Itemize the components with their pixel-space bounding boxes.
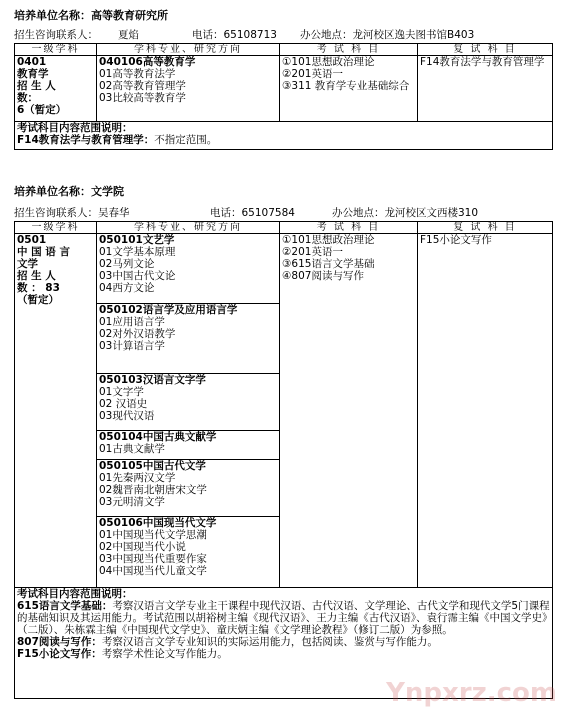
s2-discipline-name-1: 中 国 语 言 [17,246,70,258]
s1-unit-label: 培养单位名称： [14,9,91,22]
s2-note [17,648,550,660]
s2-exam-cell [280,234,418,588]
s1-discipline-cell [15,56,97,122]
s2-discipline-name-2: 文学 [17,258,38,270]
s1-office-line [300,27,474,42]
s1-header-discipline: 一级学科 [15,44,97,56]
s2-group-title: 050104中国古典文献学 [99,431,217,443]
s2-notes-title: 考试科目内容范围说明： [17,588,133,600]
s1-major-item: 01高等教育法学 [99,68,176,80]
s2-office-label: 办公地点： [332,207,385,219]
s1-exam-item: ③311 教育学专业基础综合 [282,80,410,92]
s1-retest-cell [418,56,553,122]
s2-header-retest: 复 试 科 目 [418,222,553,234]
s2-major-groups [97,234,279,587]
s2-group-item: 01应用语言学 [99,316,165,328]
s1-contact-line [14,27,168,42]
s2-note-value: 考察汉语言文学专业主干课程中现代汉语、古代汉语、文学理论、古代文学和现代文学5门课程的基础知识及其运用能力。考试范围以胡裕树主编《现代汉语》、王力主编《古代汉语》、袁行霈主编《中国文学史》（二版）、朱栋霖主编《中国现代文学史》、童庆炳主编《文学理论教程》（修订二版）为参照。 [17,600,550,636]
s2-phone-label: 电话： [210,207,242,219]
s2-group-item: 03现代汉语 [99,410,155,422]
s1-header-exam: 考 试 科 目 [280,44,418,56]
watermark: Ynpxrz.com [386,678,557,708]
s1-table [14,43,553,150]
s1-retest-item: F14教育法学与教育管理学 [420,56,545,68]
s1-exam-item: ①101思想政治理论 [282,56,375,68]
s2-group-title: 050106中国现当代文学 [99,517,217,529]
s2-group-item: 03中国现当代重要作家 [99,553,207,565]
s1-exam-item: ②201英语一 [282,68,343,80]
s2-header-major: 学科专业、研究方向 [97,222,280,234]
s2-unit-name: 文学院 [91,185,124,198]
s2-major-group [97,234,279,304]
s2-group-item: 04西方文论 [99,282,155,294]
s2-group-item: 04中国现当代儿童文学 [99,565,207,577]
s2-group-title: 050103汉语言文字学 [99,374,206,386]
s1-quota-label-2: 数： [17,92,38,104]
s2-group-item: 01中国现当代文学思潮 [99,529,207,541]
s2-group-title: 050102语言学及应用语言学 [99,304,238,316]
s2-quota-value: 数 ： 83 [17,282,60,294]
s1-discipline-name: 教育学 [17,68,49,80]
s1-notes-key: F14教育法学与教育管理学： [17,134,155,146]
s2-note-key: 615语言文学基础： [17,600,113,612]
s1-contact-name: 夏焰 [118,29,139,41]
s1-header-major: 学科专业、研究方向 [97,44,280,56]
s1-major-cell [97,56,280,122]
s2-quota-note: （暂定） [17,294,59,306]
s2-note-value: 考察汉语言文学专业知识的实际运用能力，包括阅读、鉴赏与写作能力。 [101,636,438,648]
s1-phone-line [192,27,277,42]
s2-group-item: 01文字学 [99,386,144,398]
s2-group-item: 02 汉语史 [99,398,148,410]
s2-phone-line [210,205,295,220]
s2-group-item: 03元明清文学 [99,496,165,508]
s2-note-key: F15小论文写作： [17,648,102,660]
s2-group-item: 01先秦两汉文学 [99,472,176,484]
s2-retest-item: F15小论文写作 [420,234,492,246]
s2-exam-item: ②201英语一 [282,246,343,258]
s1-unit-name: 高等教育研究所 [91,9,168,22]
s2-note-value: 考察学术性论文写作能力。 [101,648,228,660]
s2-group-item: 01古典文献学 [99,443,165,455]
s2-group-item: 02对外汉语教学 [99,328,176,340]
s1-contact-label: 招生咨询联系人： [14,29,98,41]
s1-unit-line [14,7,168,23]
s1-quota-value: 6（暂定） [17,104,67,116]
s2-header-discipline: 一级学科 [15,222,97,234]
s2-table [14,221,553,699]
s2-note [17,600,550,636]
s2-phone: 65107584 [241,207,295,219]
s1-header-retest: 复 试 科 目 [418,44,553,56]
s1-office-label: 办公地点： [300,29,353,41]
s1-office: 龙河校区逸夫图书馆B403 [352,29,475,41]
s2-office-line [332,205,478,220]
s2-group-item: 02马列文论 [99,258,155,270]
s1-discipline-code: 0401 [17,56,47,68]
s2-exam-item: ④807阅读与写作 [282,270,364,282]
s2-discipline-cell [15,234,97,588]
s2-note [17,636,550,648]
s1-major-item: 02高等教育管理学 [99,80,186,92]
s2-major-group [97,431,279,460]
s2-office: 龙河校区文西楼310 [384,207,479,219]
s2-contact-line [14,205,130,220]
s2-major-group [97,517,279,588]
s2-major-group [97,460,279,517]
s2-group-item: 03中国古代文论 [99,270,176,282]
s2-contact-label: 招生咨询联系人： [14,207,98,219]
s1-notes-cell [15,122,553,150]
s1-major-item: 03比较高等教育学 [99,92,186,104]
s1-quota-label-1: 招 生 人 [17,80,56,92]
s1-notes-title: 考试科目内容范围说明： [17,122,133,134]
s2-group-item: 01文学基本原理 [99,246,176,258]
s2-group-item: 02魏晋南北朝唐宋文学 [99,484,207,496]
s2-quota-label: 招 生 人 [17,270,56,282]
s2-unit-label: 培养单位名称： [14,185,91,198]
s1-phone: 65108713 [223,29,277,41]
s2-contact-name: 吴春华 [98,207,130,219]
s2-unit-line [14,183,124,199]
s2-group-item: 02中国现当代小说 [99,541,186,553]
s2-discipline-code: 0501 [17,234,47,246]
s1-exam-cell [280,56,418,122]
s2-group-title: 050105中国古代文学 [99,460,206,472]
s1-major-title: 040106高等教育学 [99,56,196,68]
s1-phone-label: 电话： [192,29,224,41]
s2-group-item: 03计算语言学 [99,340,165,352]
s2-header-exam: 考 试 科 目 [280,222,418,234]
s2-note-key: 807阅读与写作： [17,636,102,648]
s2-major-group [97,374,279,431]
s2-major-group [97,304,279,374]
s2-major-cell [97,234,280,588]
s2-exam-item: ①101思想政治理论 [282,234,375,246]
s2-group-title: 050101文艺学 [99,234,175,246]
s1-notes-value: 不指定范围。 [154,134,218,146]
s2-exam-item: ③615语言文学基础 [282,258,375,270]
s2-retest-cell [418,234,553,588]
